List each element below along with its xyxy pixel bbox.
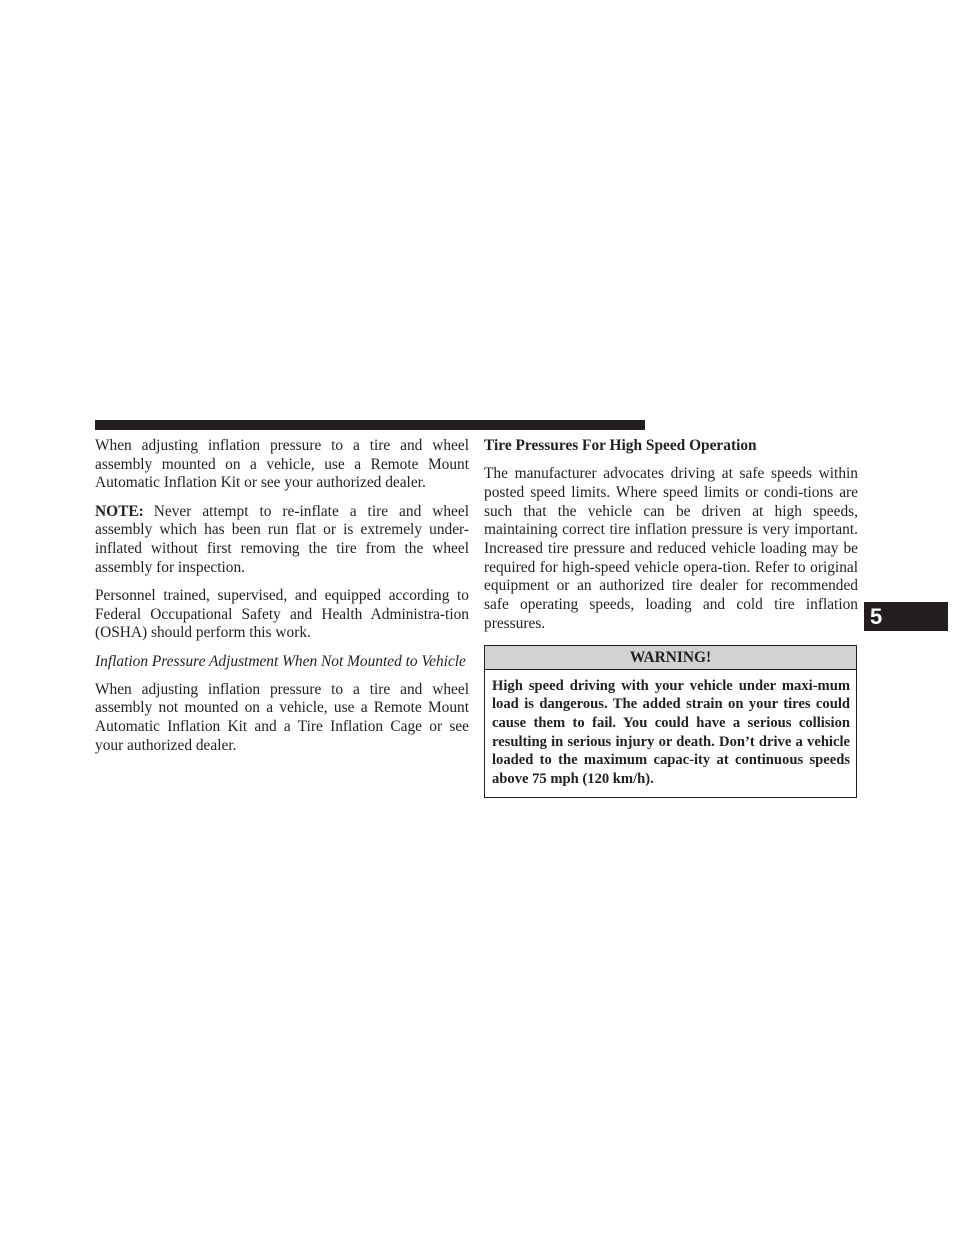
- not-mounted-paragraph: When adjusting inflation pressure to a tire and wheel assembly not mounted on a vehicle, use a Remote Mount Automatic Inflation Kit and a Tire Inflation Cage or see your authorized dealer.: [95, 680, 469, 754]
- top-rule: [95, 420, 645, 430]
- note-label: NOTE:: [95, 502, 144, 520]
- chapter-tab: 5: [864, 602, 948, 631]
- note-text: Never attempt to re-inflate a tire and wheel assembly which has been run flat or is extremely under-inflated without first removing the tire from the wheel assembly for inspection.: [95, 502, 469, 576]
- high-speed-heading: Tire Pressures For High Speed Operation: [484, 437, 757, 454]
- warning-title: WARNING!: [485, 646, 856, 670]
- osha-paragraph: Personnel trained, supervised, and equipped according to Federal Occupational Safety and Health Administra-tion (OSHA) should perform this work.: [95, 586, 469, 642]
- not-mounted-subheading: Inflation Pressure Adjustment When Not Mounted to Vehicle: [95, 652, 466, 670]
- right-column: [484, 437, 858, 798]
- warning-box: [484, 645, 857, 798]
- note-paragraph: [95, 503, 469, 578]
- warning-body: High speed driving with your vehicle under maxi-mum load is dangerous. The added strain on your tires could cause them to fail. You could have a serious collision resulting in serious injury or death. Don’t drive a vehicle loaded to the maximum capac-ity at continuous speeds above 75 mph (120 km/h).: [492, 677, 850, 788]
- high-speed-paragraph: The manufacturer advocates driving at safe speeds within posted speed limits. Where speed limits or condi-tions are such that the vehicle can be driven at high speeds, maintaining correct tire inflation pressure is very important. Increased tire pressure and reduced vehicle loading may be required for high-speed vehicle opera-tion. Refer to original equipment or an authorized tire dealer for recommended safe operating speeds, loading and cold tire inflation pressures.: [484, 465, 858, 632]
- mounted-adjustment-paragraph: When adjusting inflation pressure to a tire and wheel assembly mounted on a vehicle, use a Remote Mount Automatic Inflation Kit or see your authorized dealer.: [95, 437, 469, 492]
- left-column: [95, 437, 469, 765]
